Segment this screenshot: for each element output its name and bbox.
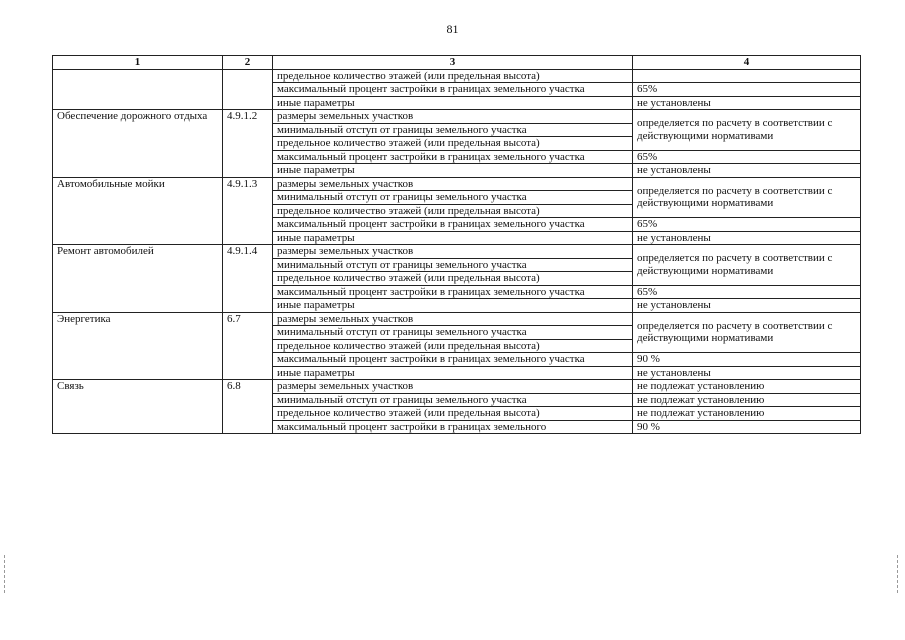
table-body [53, 69, 861, 434]
use-code-cell: 6.7 [223, 312, 273, 380]
param-cell: предельное количество этажей (или предельная высота) [273, 137, 633, 151]
table-row [53, 380, 861, 394]
param-cell: предельное количество этажей (или предельная высота) [273, 407, 633, 421]
param-cell: иные параметры [273, 231, 633, 245]
param-cell: иные параметры [273, 366, 633, 380]
param-cell: минимальный отступ от границы земельного участка [273, 123, 633, 137]
merged-value-cell: определяется по расчету в соответствии с действующими нормативами [633, 177, 861, 218]
param-cell: иные параметры [273, 96, 633, 110]
param-cell: минимальный отступ от границы земельного участка [273, 393, 633, 407]
param-cell: предельное количество этажей (или предельная высота) [273, 204, 633, 218]
use-code-cell: 4.9.1.4 [223, 245, 273, 313]
param-cell: предельное количество этажей (или предельная высота) [273, 339, 633, 353]
param-cell: максимальный процент застройки в границах земельного участка [273, 150, 633, 164]
value-cell: не установлены [633, 96, 861, 110]
param-cell: предельное количество этажей (или предельная высота) [273, 69, 633, 83]
param-cell: предельное количество этажей (или предельная высота) [273, 272, 633, 286]
param-cell: максимальный процент застройки в границах земельного участка [273, 83, 633, 97]
param-cell: минимальный отступ от границы земельного участка [273, 326, 633, 340]
value-cell: не подлежат установлению [633, 380, 861, 394]
use-name-cell: Связь [53, 380, 223, 434]
param-cell: максимальный процент застройки в границах земельного участка [273, 353, 633, 367]
param-cell: максимальный процент застройки в границах земельного участка [273, 285, 633, 299]
value-cell: не подлежат установлению [633, 393, 861, 407]
header-col-3: 3 [273, 56, 633, 70]
use-code-cell: 4.9.1.3 [223, 177, 273, 245]
header-col-4: 4 [633, 56, 861, 70]
value-cell: не подлежат установлению [633, 407, 861, 421]
value-cell: 65% [633, 150, 861, 164]
param-cell: размеры земельных участков [273, 245, 633, 259]
param-cell: иные параметры [273, 299, 633, 313]
header-col-1: 1 [53, 56, 223, 70]
merged-value-cell: определяется по расчету в соответствии с действующими нормативами [633, 110, 861, 151]
merged-value-cell: определяется по расчету в соответствии с действующими нормативами [633, 312, 861, 353]
value-cell: 90 % [633, 353, 861, 367]
value-cell: 65% [633, 83, 861, 97]
value-cell: 90 % [633, 420, 861, 434]
table-row [53, 69, 861, 83]
param-cell: иные параметры [273, 164, 633, 178]
page-number: 81 [446, 22, 459, 36]
param-cell: размеры земельных участков [273, 312, 633, 326]
value-cell: не установлены [633, 231, 861, 245]
value-cell: 65% [633, 285, 861, 299]
param-cell: размеры земельных участков [273, 380, 633, 394]
regulations-table [52, 55, 861, 434]
use-code-cell [223, 69, 273, 110]
param-cell: размеры земельных участков [273, 177, 633, 191]
use-name-cell: Энергетика [53, 312, 223, 380]
use-name-cell: Ремонт автомобилей [53, 245, 223, 313]
value-cell: не установлены [633, 299, 861, 313]
use-code-cell: 4.9.1.2 [223, 110, 273, 178]
param-cell: максимальный процент застройки в границах земельного участка [273, 218, 633, 232]
table-header-row [53, 56, 861, 70]
table-row [53, 312, 861, 326]
param-cell: минимальный отступ от границы земельного участка [273, 191, 633, 205]
value-cell: не установлены [633, 164, 861, 178]
table-row [53, 110, 861, 124]
use-name-cell: Обеспечение дорожного отдыха [53, 110, 223, 178]
header-col-2: 2 [223, 56, 273, 70]
param-cell: размеры земельных участков [273, 110, 633, 124]
param-cell: минимальный отступ от границы земельного участка [273, 258, 633, 272]
use-name-cell: Автомобильные мойки [53, 177, 223, 245]
value-cell: 65% [633, 218, 861, 232]
table-row [53, 177, 861, 191]
param-cell: максимальный процент застройки в границах земельного [273, 420, 633, 434]
table-row [53, 245, 861, 259]
right-edge-mark [897, 555, 900, 593]
value-cell [633, 69, 861, 83]
merged-value-cell: определяется по расчету в соответствии с действующими нормативами [633, 245, 861, 286]
left-edge-mark [4, 555, 7, 593]
use-name-cell [53, 69, 223, 110]
value-cell: не установлены [633, 366, 861, 380]
use-code-cell: 6.8 [223, 380, 273, 434]
